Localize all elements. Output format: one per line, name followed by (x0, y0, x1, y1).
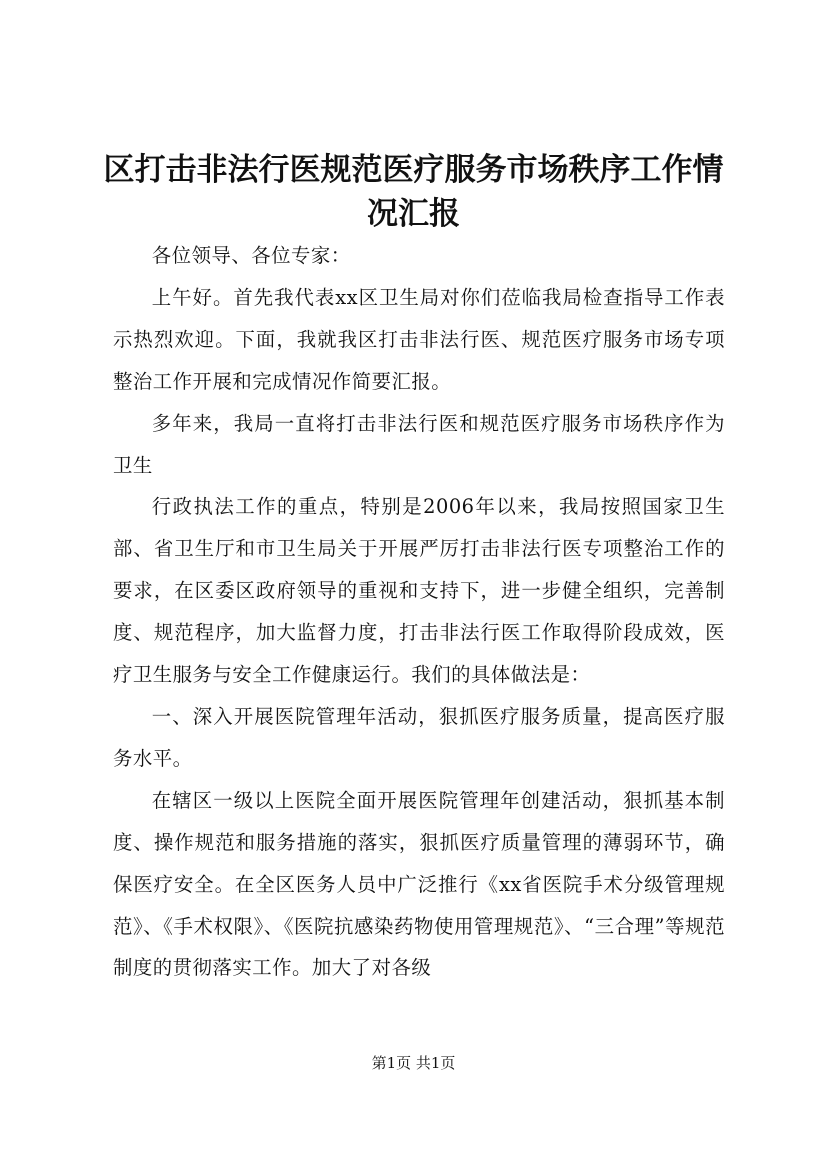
document-title: 区打击非法行医规范医疗服务市场秩序工作情况汇报 (103, 152, 724, 232)
focus-paragraph: 多年来，我局一直将打击非法行医和规范医疗服务市场秩序作为卫生 (113, 411, 725, 477)
salutation-paragraph: 各位领导、各位专家： (151, 244, 351, 267)
page-number-footer: 第1页 共1页 (371, 1054, 456, 1072)
enforcement-paragraph: 行政执法工作的重点，特别是2006年以来，我局按照国家卫生部、省卫生厅和市卫生局关于开展严厉打击非法行医专项整治工作的要求，在区委区政府领导的重视和支持下，进一步健全组织，完善制度、规范程序，加大监督力度，打击非法行医工作取得阶段成效，医疗卫生服务与安全工作健康运行。我们的具体做法是： (113, 495, 725, 687)
section-heading-paragraph: 一、深入开展医院管理年活动，狠抓医疗服务质量，提高医疗服务水平。 (113, 704, 725, 770)
document-body (113, 235, 725, 989)
hospital-management-paragraph: 在辖区一级以上医院全面开展医院管理年创建活动，狠抓基本制度、操作规范和服务措施的落实，狠抓医疗质量管理的薄弱环节，确保医疗安全。在全区医务人员中广泛推行《xx省医院手术分级管理规范》、《手术权限》、《医院抗感染药物使用管理规范》、“三合理”等规范制度的贯彻落实工作。加大了对各级 (113, 788, 725, 980)
greeting-paragraph: 上午好。首先我代表xx区卫生局对你们莅临我局检查指导工作表示热烈欢迎。下面，我就我区打击非法行医、规范医疗服务市场专项整治工作开展和完成情况作简要汇报。 (113, 285, 725, 393)
